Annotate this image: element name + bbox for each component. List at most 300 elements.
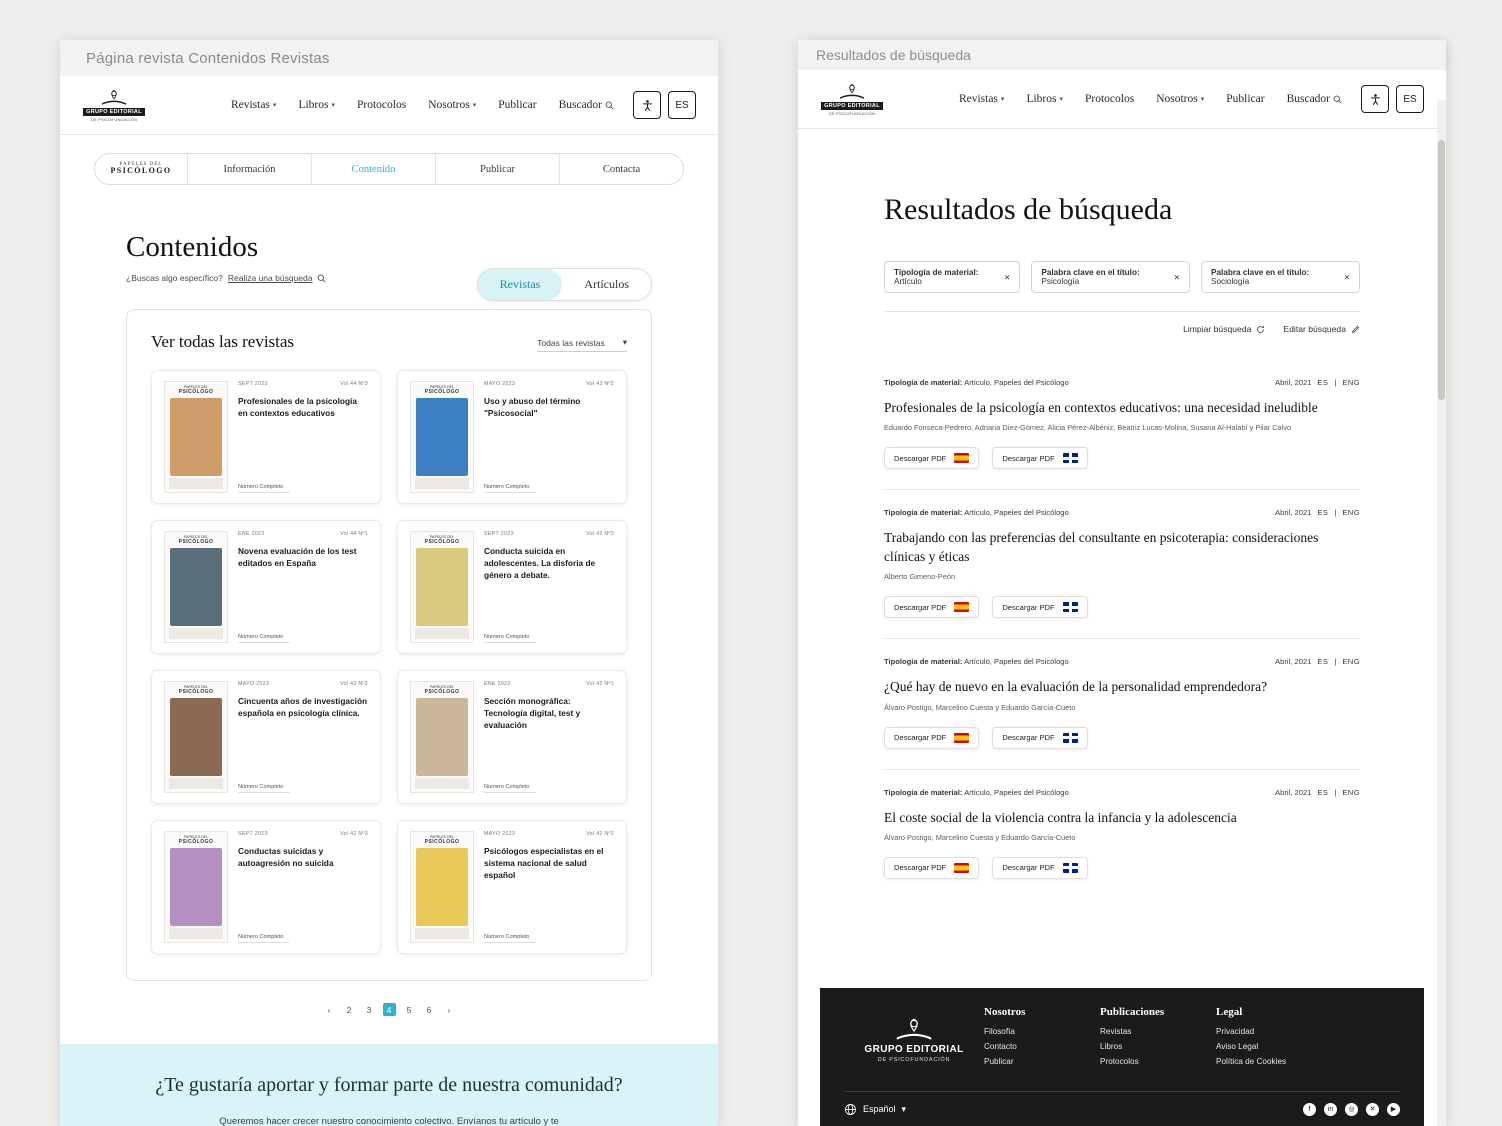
journal-date: SEPT 2023 [238, 831, 268, 837]
refresh-icon [1256, 325, 1265, 334]
journals-panel [126, 309, 652, 981]
cover-masthead: PAPELES DEL PSICÓLOGO [178, 385, 214, 396]
main-nav-left [231, 99, 614, 111]
chip-value: Sociología [1210, 277, 1250, 286]
nav-label: Nosotros [428, 99, 470, 111]
journal-meta-top [238, 831, 368, 837]
result-type [884, 788, 1069, 797]
close-icon[interactable]: ✕ [1173, 272, 1180, 282]
journal-card[interactable] [151, 370, 381, 504]
globe-icon [844, 1103, 857, 1116]
cover-artwork [170, 698, 222, 776]
journal-brand-line1: PAPELES DEL [119, 162, 163, 168]
cover-footer [415, 778, 469, 789]
nav-item-protocolos[interactable] [1085, 93, 1134, 105]
nav-item-nosotros[interactable] [428, 99, 476, 111]
result-authors: Álvaro Postigo, Marcelino Cuesta y Eduardo García-Cueto [884, 832, 1076, 842]
cover-artwork [170, 398, 222, 476]
pagination-page-2[interactable]: 2 [346, 1004, 352, 1015]
cover-footer [169, 928, 223, 939]
uk-flag-icon [1063, 602, 1078, 612]
result-meta [884, 378, 1360, 387]
journal-volume: Vol 44 Nº3 [340, 381, 368, 387]
result-lang-es[interactable]: ES [1317, 657, 1329, 667]
journal-card[interactable] [397, 520, 627, 654]
toggle-revistas[interactable]: Revistas [478, 269, 563, 300]
cover-masthead: PAPELES DEL PSICÓLOGO [424, 385, 460, 396]
result-date-langs: Abril, 2021 ES | ENG [1275, 787, 1360, 797]
nav-item-buscador[interactable] [1287, 93, 1342, 105]
journal-card[interactable] [397, 670, 627, 804]
instagram-icon[interactable]: ◎ [1345, 1103, 1358, 1116]
spain-flag-icon [954, 733, 969, 743]
panel-title: Ver todas las revistas [151, 332, 295, 351]
journal-volume: Vol 42 Nº3 [340, 831, 368, 837]
download-pdf-en-button[interactable] [992, 857, 1087, 879]
result-title[interactable]: Trabajando con las preferencias del consultante en psicoterapia: consideraciones clínicas y éticas [884, 530, 1319, 565]
result-authors: Álvaro Postigo, Marcelino Cuesta y Eduardo García-Cueto [884, 702, 1076, 712]
cover-footer [415, 928, 469, 939]
journal-title: Uso y abuso del término "Psicosocial" [484, 396, 581, 418]
nav-item-publicar[interactable] [1226, 93, 1264, 105]
result-item[interactable] [884, 489, 1360, 638]
content-type-toggle [477, 268, 652, 301]
footer-column-title: Publicaciones [1100, 1006, 1165, 1018]
panel-header [151, 332, 627, 352]
chevron-down-icon: ▾ [472, 101, 477, 109]
browser-window-contenidos[interactable] [60, 40, 718, 1126]
download-pdf-en-button[interactable] [992, 447, 1087, 469]
journal-cover [410, 531, 474, 643]
cover-artwork [416, 698, 468, 776]
vertical-scrollbar[interactable] [1437, 100, 1446, 1126]
result-lang-es[interactable]: ES [1317, 378, 1329, 387]
pagination-page-6[interactable]: 6 [426, 1004, 432, 1015]
result-type-value: Artículo, Papeles del Psicólogo [964, 508, 1069, 518]
journal-title: Conductas suicidas y autoagresión no suicida [238, 846, 334, 868]
search-prompt-text: ¿Buscas algo específico? [126, 273, 223, 283]
journal-cover [164, 831, 228, 943]
journal-grid [151, 370, 627, 954]
close-icon[interactable]: ✕ [1004, 272, 1011, 282]
journal-volume: Vol 43 Nº3 [586, 531, 614, 537]
result-date: Abril, 2021 [1275, 787, 1312, 797]
result-type-label: Tipología de material: [884, 787, 963, 797]
cover-masthead: PAPELES DEL PSICÓLOGO [178, 685, 214, 696]
footer-logo[interactable] [844, 1006, 984, 1072]
language-button[interactable]: ES [668, 91, 696, 119]
site-logo[interactable] [82, 88, 146, 122]
cover-artwork [170, 848, 222, 926]
window-title-left: Página revista Contenidos Revistas [60, 40, 718, 76]
cover-artwork [416, 548, 468, 626]
journal-brand-line2: PSICÓLOGO [110, 166, 172, 176]
journal-link[interactable]: Número Completo [238, 484, 290, 493]
social-links [1303, 1103, 1400, 1116]
result-type-value: Artículo, Papeles del Psicólogo [964, 378, 1069, 387]
nav-label: Protocolos [356, 99, 407, 111]
nav-item-libros[interactable] [1026, 93, 1063, 105]
download-row [884, 447, 1360, 469]
filter-chip-tipologia[interactable] [884, 261, 1020, 293]
result-title[interactable]: ¿Qué hay de nuevo en la evaluación de la personalidad emprendedora? [884, 679, 1268, 695]
chevron-down-icon: ▾ [622, 337, 627, 347]
close-icon[interactable]: ✕ [1343, 272, 1350, 282]
result-date: Abril, 2021 [1275, 657, 1312, 667]
journal-volume: Vol 43 Nº2 [340, 681, 368, 687]
cover-footer [415, 628, 469, 639]
nav-label: Publicar [498, 99, 537, 111]
download-row [884, 596, 1360, 618]
result-title[interactable]: Profesionales de la psicología en contextos educativos: una necesidad ineludible [884, 400, 1318, 415]
journal-meta [238, 381, 368, 493]
right-window-body [798, 70, 1446, 1126]
journal-link[interactable]: Número Completo [484, 784, 536, 793]
uk-flag-icon [1063, 863, 1078, 873]
footer-bottom-bar [844, 1091, 1400, 1126]
download-label: Descargar PDF [1002, 453, 1055, 463]
chevron-down-icon: ▾ [272, 101, 277, 109]
journal-title: Psicólogos especialistas en el sistema nacional de salud español [484, 846, 604, 880]
nav-label: Nosotros [1156, 93, 1198, 105]
result-type [884, 657, 1069, 666]
accessibility-button[interactable] [1361, 85, 1389, 113]
journal-title: Sección monográfica: Tecnología digital, test y evaluación [484, 696, 581, 730]
result-type-value: Artículo, Papeles del Psicólogo [964, 787, 1069, 797]
journal-cover [164, 681, 228, 793]
journal-meta [238, 531, 368, 643]
journal-title: Profesionales de la psicología en contextos educativos [238, 396, 357, 418]
journal-brand[interactable] [95, 162, 187, 176]
accessibility-icon [1369, 93, 1382, 106]
download-label: Descargar PDF [894, 863, 947, 873]
result-lang-en[interactable]: ENG [1342, 508, 1360, 518]
language-label: Español [863, 1104, 896, 1114]
nav-label: Libros [298, 99, 329, 111]
journal-link[interactable]: Número Completo [484, 634, 536, 643]
cover-masthead: PAPELES DEL PSICÓLOGO [424, 685, 460, 696]
journal-title: Conducta suicida en adolescentes. La disforia de género a debate. [484, 546, 596, 580]
result-type-value: Artículo, Papeles del Psicólogo [964, 657, 1069, 667]
download-label: Descargar PDF [894, 733, 947, 743]
scrollbar-thumb[interactable] [1438, 140, 1445, 400]
subnav-item-contenido[interactable]: Contenido [351, 163, 396, 175]
journal-meta-top [484, 381, 614, 387]
pagination-next[interactable]: › [447, 1004, 451, 1015]
footer-link-privacidad[interactable]: Privacidad [1216, 1027, 1255, 1036]
footer-link-aviso-legal[interactable]: Aviso Legal [1216, 1042, 1259, 1051]
journal-date: SEPT 2023 [238, 381, 268, 387]
accessibility-button[interactable] [633, 91, 661, 119]
cover-footer [169, 778, 223, 789]
pagination [126, 1003, 652, 1016]
clear-search-button[interactable] [1183, 324, 1265, 334]
edit-search-button[interactable] [1283, 324, 1360, 334]
result-authors: Alberto Gimeno-Peón [884, 572, 956, 582]
chevron-down-icon: ▾ [1059, 95, 1063, 103]
nav-label: Revistas [958, 93, 998, 105]
uk-flag-icon [1063, 453, 1078, 463]
journal-link[interactable]: Número Completo [238, 934, 290, 943]
subnav-item-publicar[interactable]: Publicar [480, 163, 515, 175]
pagination-page-5[interactable]: 5 [406, 1004, 412, 1015]
journal-meta-top [484, 681, 614, 687]
journal-filter-dropdown[interactable] [537, 337, 627, 352]
search-icon [317, 274, 326, 283]
x-icon[interactable]: ✕ [1366, 1103, 1379, 1116]
window-title-right: Resultados de búsqueda [798, 40, 1446, 70]
chevron-down-icon: ▾ [331, 101, 335, 109]
main-nav-right [959, 93, 1342, 105]
cta-text: Queremos hacer crecer nuestro conocimiento colectivo. Envíanos tu artículo y te [219, 1116, 559, 1126]
journal-meta-top [484, 531, 614, 537]
nav-item-buscador[interactable] [559, 99, 614, 111]
chip-value: Psicología [1041, 277, 1080, 286]
facebook-icon[interactable]: f [1303, 1103, 1316, 1116]
footer-link-filosofia[interactable]: Filosofía [984, 1027, 1015, 1036]
uk-flag-icon [1063, 733, 1078, 743]
download-label: Descargar PDF [1002, 733, 1055, 743]
logo-text: GRUPO EDITORIAL [821, 102, 883, 110]
language-selector[interactable] [844, 1103, 906, 1116]
page-title: Contenidos [126, 231, 259, 263]
nav-label: Libros [1026, 93, 1057, 105]
download-pdf-es-button[interactable] [884, 857, 979, 879]
result-authors: Eduardo Fonseca-Pedrero, Adriana Díez-Gómez, Alicia Pérez-Albéniz, Beatriz Lucas-Molina, Susana Al-Halabí y Pilar Calvo [884, 423, 1292, 433]
footer-link-protocolos[interactable]: Protocolos [1100, 1057, 1139, 1066]
footer-column-title: Legal [1216, 1006, 1243, 1018]
search-actions [884, 324, 1360, 334]
download-pdf-es-button[interactable] [884, 727, 979, 749]
edit-search-label: Editar búsqueda [1283, 324, 1346, 334]
footer-link-politica-cookies[interactable]: Política de Cookies [1216, 1057, 1287, 1066]
footer-link-publicar[interactable]: Publicar [984, 1057, 1014, 1066]
journal-meta-top [238, 681, 368, 687]
journal-link[interactable]: Número Completo [484, 484, 536, 493]
download-pdf-es-button[interactable] [884, 596, 979, 618]
result-item[interactable] [884, 638, 1360, 768]
footer-logo-subtext: DE PSICOFUNDACIÓN [877, 1056, 951, 1063]
result-type [884, 378, 1069, 387]
cover-masthead: PAPELES DEL PSICÓLOGO [424, 835, 460, 846]
journal-title: Cincuenta años de investigación española en psicología clínica. [238, 696, 368, 718]
nav-item-protocolos[interactable] [357, 99, 406, 111]
download-label: Descargar PDF [1002, 863, 1055, 873]
clear-search-label: Limpiar búsqueda [1183, 324, 1252, 334]
chip-label: Tipología de material: [894, 268, 979, 277]
journal-link[interactable]: Número Completo [238, 634, 290, 643]
community-cta [60, 1044, 718, 1126]
search-icon [605, 101, 614, 110]
result-meta [884, 508, 1360, 517]
journal-date: ENE 2023 [238, 531, 265, 537]
journal-cover [164, 381, 228, 493]
download-label: Descargar PDF [894, 602, 947, 612]
journal-meta [484, 531, 614, 643]
journal-meta-top [238, 381, 368, 387]
journal-date: ENE 2023 [484, 681, 511, 687]
journal-card[interactable] [151, 520, 381, 654]
journal-title: Novena evaluación de los test editados en España [238, 546, 357, 568]
site-header-right [798, 70, 1446, 129]
toggle-articulos[interactable]: Artículos [584, 277, 629, 291]
journal-card[interactable] [397, 820, 627, 954]
cover-artwork [416, 848, 468, 926]
nav-item-nosotros[interactable] [1156, 93, 1204, 105]
cover-masthead: PAPELES DEL PSICÓLOGO [178, 535, 214, 546]
journal-card[interactable] [397, 370, 627, 504]
journal-volume: Vol 43 Nº2 [586, 381, 614, 387]
nav-label: Publicar [1226, 93, 1265, 105]
nav-item-revistas[interactable] [231, 99, 277, 111]
result-type [884, 508, 1069, 517]
pagination-page-3[interactable]: 3 [366, 1004, 372, 1015]
language-button[interactable]: ES [1396, 85, 1424, 113]
pagination-prev[interactable]: ‹ [327, 1004, 331, 1015]
result-type-label: Tipología de material: [884, 508, 963, 518]
footer-link-contacto[interactable]: Contacto [984, 1042, 1017, 1051]
result-type-label: Tipología de material: [884, 657, 963, 667]
journal-date: SEPT 2023 [484, 531, 514, 537]
download-pdf-en-button[interactable] [992, 596, 1087, 618]
chevron-down-icon: ▾ [901, 1103, 907, 1114]
journal-meta [484, 681, 614, 793]
result-lang-en[interactable]: ENG [1342, 378, 1360, 387]
book-logo-icon [837, 82, 867, 102]
nav-label: Revistas [230, 99, 270, 111]
journal-cover [410, 681, 474, 793]
journal-volume: Vol 42 Nº2 [586, 831, 614, 837]
nav-label: Buscador [558, 99, 602, 111]
cta-title: ¿Te gustaría aportar y formar parte de nuestra comunidad? [155, 1074, 623, 1096]
spain-flag-icon [954, 453, 969, 463]
subnav-item-contacta[interactable]: Contacta [602, 163, 641, 175]
cover-footer [169, 628, 223, 639]
result-date: Abril, 2021 [1275, 508, 1312, 518]
results-list [884, 360, 1360, 899]
download-pdf-en-button[interactable] [992, 727, 1087, 749]
download-label: Descargar PDF [894, 453, 947, 463]
cover-footer [415, 478, 469, 489]
nav-label: Protocolos [1084, 93, 1135, 105]
result-title[interactable]: El coste social de la violencia contra la infancia y la adolescencia [884, 809, 1237, 825]
footer-link-revistas[interactable]: Revistas [1100, 1027, 1132, 1036]
logo-subtext: DE PSICOFUNDACIÓN [828, 111, 876, 116]
cover-artwork [170, 548, 222, 626]
journal-date: MAYO 2023 [238, 681, 270, 687]
result-lang-en[interactable]: ENG [1342, 787, 1360, 797]
cover-artwork [416, 398, 468, 476]
journal-card[interactable] [151, 820, 381, 954]
search-prompt-link[interactable]: Realiza una búsqueda [227, 273, 313, 283]
spain-flag-icon [954, 863, 969, 873]
result-item[interactable] [884, 769, 1360, 899]
main-content-left [60, 231, 718, 1016]
subnav-item-informacion[interactable]: Información [223, 163, 276, 175]
accessibility-icon [641, 99, 654, 112]
search-icon [1333, 95, 1342, 104]
journal-meta [238, 831, 368, 943]
download-row [884, 857, 1360, 879]
result-lang-es[interactable]: ES [1317, 508, 1329, 518]
site-logo[interactable] [820, 82, 884, 116]
book-logo-icon [892, 1016, 936, 1044]
footer-column-title: Nosotros [984, 1006, 1026, 1018]
chevron-down-icon: ▾ [1000, 95, 1005, 103]
filter-chip-palabra-sociologia[interactable] [1201, 261, 1360, 293]
result-type-label: Tipología de material: [884, 378, 963, 387]
nav-item-revistas[interactable] [959, 93, 1005, 105]
result-date-langs: Abril, 2021 ES | ENG [1275, 378, 1360, 387]
page-title: Resultados de búsqueda [884, 193, 1173, 226]
journal-link[interactable]: Número Completo [238, 784, 290, 793]
cover-masthead: PAPELES DEL PSICÓLOGO [178, 835, 214, 846]
filter-chip-palabra-psicologia[interactable] [1031, 261, 1190, 293]
youtube-icon[interactable]: ▶ [1387, 1103, 1400, 1116]
spain-flag-icon [954, 602, 969, 612]
journal-volume: Vol 43 Nº1 [586, 681, 614, 687]
journal-link[interactable]: Número Completo [484, 934, 536, 943]
result-date-langs: Abril, 2021 ES | ENG [1275, 657, 1360, 667]
nav-item-publicar[interactable] [498, 99, 536, 111]
nav-label: Buscador [1286, 93, 1330, 105]
result-date-langs: Abril, 2021 ES | ENG [1275, 508, 1360, 518]
footer-column-nosotros [984, 1006, 1100, 1072]
pagination-page-4[interactable]: 4 [383, 1003, 396, 1016]
journal-meta [238, 681, 368, 793]
pencil-icon [1351, 325, 1360, 334]
journal-cover [410, 381, 474, 493]
journal-filter-label: Todas las revistas [537, 337, 605, 348]
cover-masthead: PAPELES DEL PSICÓLOGO [424, 535, 460, 546]
journal-volume: Vol 44 Nº1 [340, 531, 368, 537]
book-logo-icon [99, 88, 129, 108]
result-item[interactable] [884, 360, 1360, 489]
journal-meta-top [238, 531, 368, 537]
footer-column-publicaciones [1100, 1006, 1216, 1072]
footer-column-legal [1216, 1006, 1332, 1072]
nav-item-libros[interactable] [298, 99, 335, 111]
journal-cover [164, 531, 228, 643]
journal-card[interactable] [151, 670, 381, 804]
cover-footer [169, 478, 223, 489]
download-label: Descargar PDF [1002, 602, 1055, 612]
logo-text: GRUPO EDITORIAL [83, 108, 145, 116]
site-header-left [60, 76, 718, 135]
result-lang-es[interactable]: ES [1317, 787, 1329, 797]
download-row [884, 727, 1360, 749]
journal-cover [410, 831, 474, 943]
active-filters [884, 261, 1360, 312]
chip-label: Palabra clave en el título: [1210, 268, 1310, 277]
journal-date: MAYO 2023 [484, 831, 516, 837]
site-footer [820, 988, 1424, 1126]
journal-subnav [94, 153, 684, 185]
journal-meta [484, 381, 614, 493]
result-meta [884, 788, 1360, 797]
chip-label: Palabra clave en el título: [1041, 268, 1140, 277]
result-lang-en[interactable]: ENG [1342, 657, 1360, 667]
browser-window-resultados[interactable] [798, 40, 1446, 1126]
linkedin-icon[interactable]: in [1324, 1103, 1337, 1116]
download-pdf-es-button[interactable] [884, 447, 979, 469]
journal-meta [484, 831, 614, 943]
result-date: Abril, 2021 [1275, 378, 1312, 387]
chip-value: Artículo [894, 277, 922, 286]
footer-link-libros[interactable]: Libros [1100, 1042, 1123, 1051]
journal-meta-top [484, 831, 614, 837]
footer-logo-text: GRUPO EDITORIAL [864, 1043, 964, 1055]
